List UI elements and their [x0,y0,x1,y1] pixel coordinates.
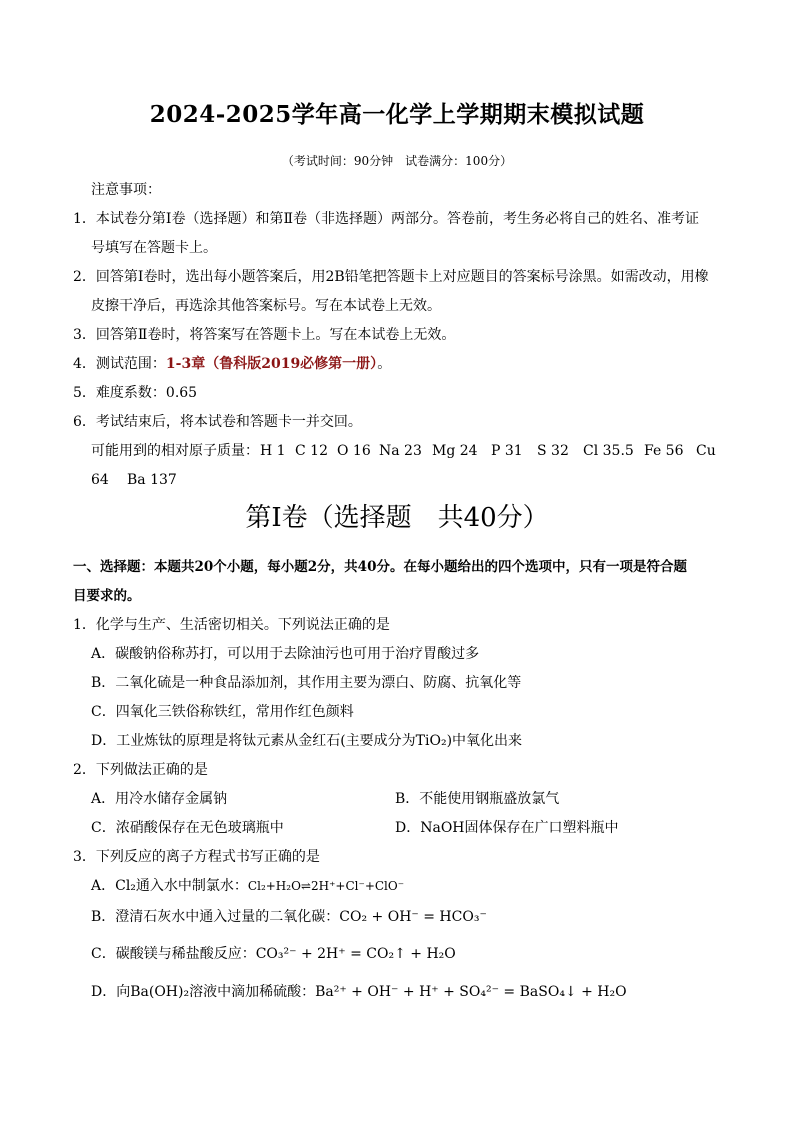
exam-info: （考试时间：90分钟 试卷满分：100分） [281,154,513,168]
note-6: 6．考试结束后，将本试卷和答题卡一并交回。 [73,414,362,430]
question-3-option-b: B．澄清石灰水中通入过量的二氧化碳：CO₂ + OH⁻ = HCO₃⁻ [91,909,487,925]
question-3-stem: 3．下列反应的离子方程式书写正确的是 [73,849,320,865]
test-scope: 1-3章（鲁科版2019必修第一册） [165,356,378,372]
equation-c: CO₃²⁻ + 2H⁺ = CO₂↑ + H₂O [255,946,456,962]
question-3-option-a: A．Cl₂通入水中制氯水：Cl₂+H₂O⇌2H⁺+Cl⁻+ClO⁻ [91,878,405,894]
atomic-mass-mg: Mg 24 [432,443,478,459]
atomic-mass-cu-value: 64 [91,472,109,488]
question-2-option-a: A．用冷水储存金属钠 [91,791,228,807]
note-5: 5．难度系数：0.65 [73,385,198,401]
question-1-option-d: D．工业炼钛的原理是将钛元素从金红石(主要成分为TiO₂)中氧化出来 [91,733,523,749]
question-2-option-c: C．浓硝酸保存在无色玻璃瓶中 [91,820,284,836]
notes-heading: 注意事项： [91,182,161,198]
question-1-option-b: B．二氧化硫是一种食品添加剂，其作用主要为漂白、防腐、抗氧化等 [91,675,522,691]
atomic-mass-label: 可能用到的相对原子质量： [91,443,259,459]
section-title: 第Ⅰ卷（选择题 共40分） [245,503,549,533]
note-2-cont: 皮擦干净后，再选涂其他答案标号。写在本试卷上无效。 [91,298,441,314]
atomic-mass-fe: Fe 56 [644,443,684,459]
atomic-mass-c: C 12 [295,443,328,459]
question-1-option-a: A．碳酸钠俗称苏打，可以用于去除油污也可用于治疗胃酸过多 [91,646,480,662]
instructions-cont: 目要求的。 [73,588,141,604]
atomic-mass-o: O 16 [337,443,371,459]
atomic-mass-cu: Cu [696,443,716,459]
atomic-mass-cl: Cl 35.5 [583,443,634,459]
atomic-mass-na: Na 23 [379,443,422,459]
note-3: 3．回答第Ⅱ卷时，将答案写在答题卡上。写在本试卷上无效。 [73,327,456,343]
question-3-option-d: D．向Ba(OH)₂溶液中滴加稀硫酸：Ba²⁺ + OH⁻ + H⁺ + SO₄²⁻ = BaSO₄↓ + H₂O [91,984,627,1000]
note-4: 4．测试范围：1-3章（鲁科版2019必修第一册）。 [73,356,392,372]
question-2-stem: 2．下列做法正确的是 [73,762,208,778]
question-2-option-b: B．不能使用钢瓶盛放氯气 [395,791,560,807]
question-1-stem: 1．化学与生产、生活密切相关。下列说法正确的是 [73,617,390,633]
equation-d: Ba²⁺ + OH⁻ + H⁺ + SO₄²⁻ = BaSO₄↓ + H₂O [315,984,627,1000]
atomic-mass-p: P 31 [491,443,523,459]
atomic-mass-ba: Ba 137 [127,472,177,488]
atomic-mass-s: S 32 [537,443,569,459]
instructions: 一、选择题：本题共20个小题，每小题2分，共40分。在每小题给出的四个选项中，只有一项是符合题 [73,559,687,575]
equation-a: Cl₂+H₂O⇌2H⁺+Cl⁻+ClO⁻ [247,879,405,893]
question-2-option-d: D．NaOH固体保存在广口塑料瓶中 [395,820,619,836]
note-1-cont: 号填写在答题卡上。 [91,240,217,256]
question-1-option-c: C．四氧化三铁俗称铁红，常用作红色颜料 [91,704,354,720]
question-3-option-c: C．碳酸镁与稀盐酸反应：CO₃²⁻ + 2H⁺ = CO₂↑ + H₂O [91,946,456,962]
equation-b: CO₂ + OH⁻ = HCO₃⁻ [339,909,487,925]
atomic-mass-h: H 1 [260,443,286,459]
note-1: 1．本试卷分第Ⅰ卷（选择题）和第Ⅱ卷（非选择题）两部分。答卷前，考生务必将自己的姓名、准考证 [73,211,699,227]
note-2: 2．回答第Ⅰ卷时，选出每小题答案后，用2B铅笔把答题卡上对应题目的答案标号涂黑。如需改动，用橡 [73,269,709,285]
page-title: 2024-2025学年高一化学上学期期末模拟试题 [149,101,645,128]
